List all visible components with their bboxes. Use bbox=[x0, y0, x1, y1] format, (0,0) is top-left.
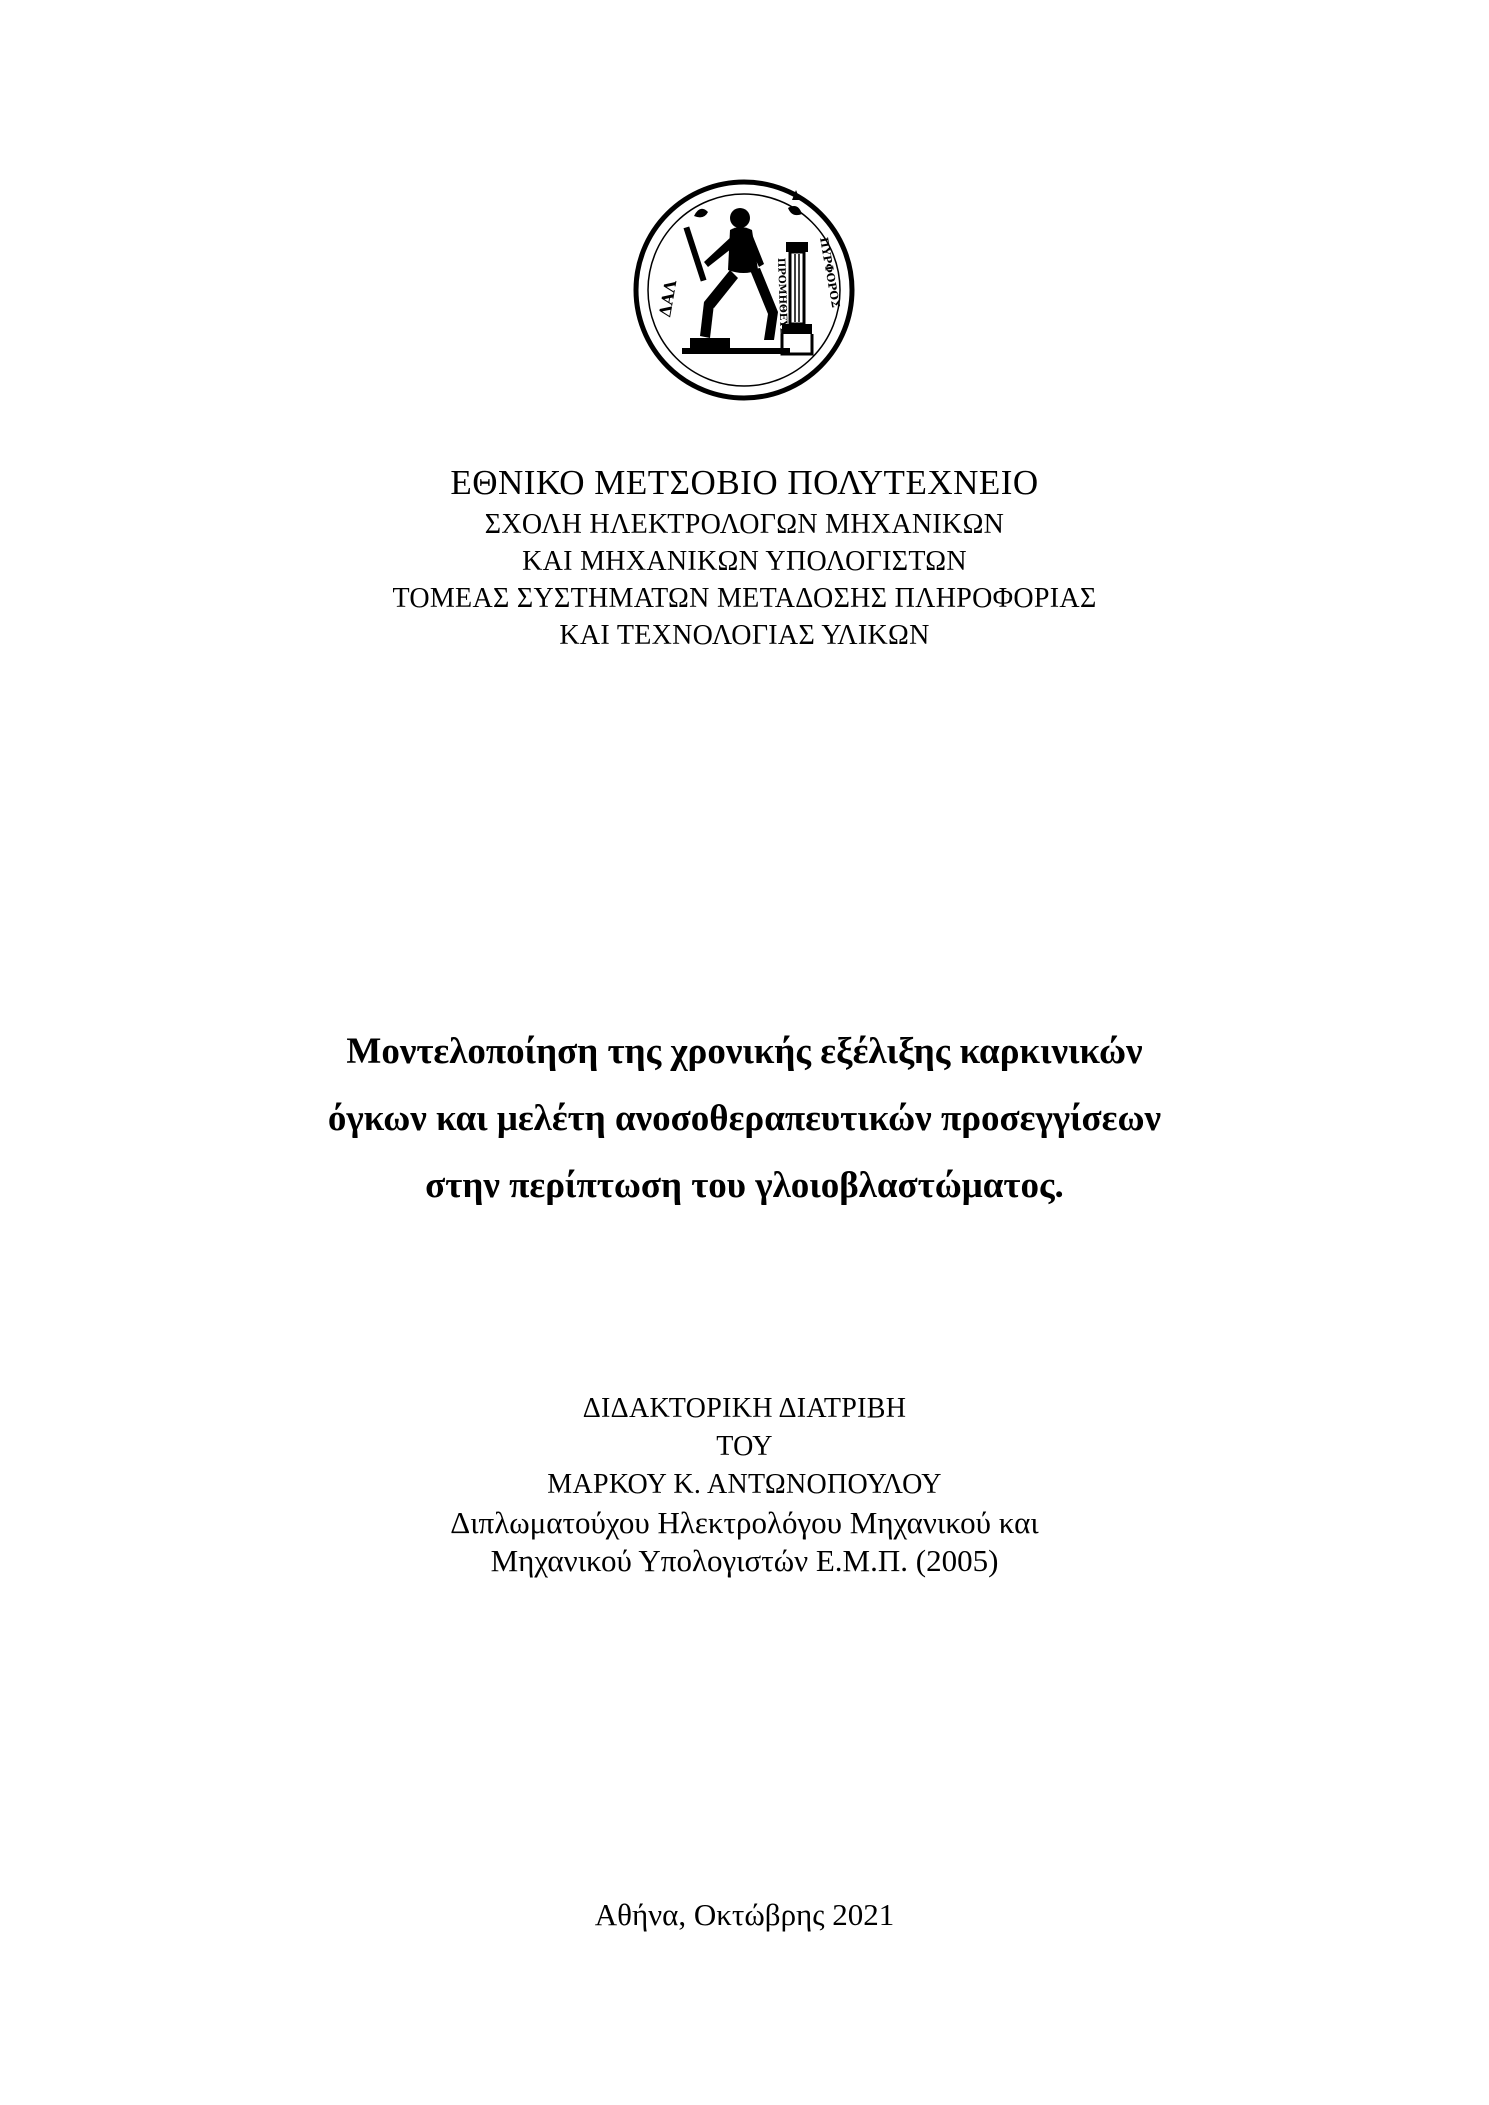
thesis-of: ΤΟΥ bbox=[716, 1431, 773, 1462]
author-name: ΜΑΡΚΟΥ Κ. ΑΝΤΩΝΟΠΟΥΛΟΥ bbox=[547, 1469, 942, 1500]
date-text: Αθήνα, Οκτώβρης 2021 bbox=[594, 1897, 895, 1932]
seal-lettering-right: ΠΥΡΦΟΡΟΣ bbox=[817, 236, 843, 309]
author-degree-line1: Διπλωματούχου Ηλεκτρολόγου Μηχανικού και bbox=[450, 1505, 1039, 1540]
title-line3: στην περίπτωση του γλοιοβλαστώματος. bbox=[425, 1165, 1064, 1206]
ntua-seal-icon bbox=[632, 178, 856, 402]
institution-header bbox=[0, 460, 1489, 654]
author-degree-line2: Μηχανικού Υπολογιστών Ε.Μ.Π. (2005) bbox=[490, 1543, 999, 1578]
division-name-line2: ΚΑΙ ΤΕΧΝΟΛΟΓΙΑΣ ΥΛΙΚΩΝ bbox=[559, 620, 930, 651]
school-name-line1: ΣΧΟΛΗ ΗΛΕΚΤΡΟΛΟΓΩΝ ΜΗΧΑΝΙΚΩΝ bbox=[484, 509, 1005, 540]
school-name-line2: ΚΑΙ ΜΗΧΑΝΙΚΩΝ ΥΠΟΛΟΓΙΣΤΩΝ bbox=[522, 546, 967, 577]
thesis-title bbox=[0, 1018, 1489, 1219]
seal-lettering-left: ΔΑΛ bbox=[655, 278, 681, 319]
division-name-line1: ΤΟΜΕΑΣ ΣΥΣΤΗΜΑΤΩΝ ΜΕΤΑΔΟΣΗΣ ΠΛΗΡΟΦΟΡΙΑΣ bbox=[392, 583, 1097, 614]
title-line2: όγκων και μελέτη ανοσοθεραπευτικών προσεγγίσεων bbox=[327, 1098, 1162, 1139]
title-line1: Μοντελοποίηση της χρονικής εξέλιξης καρκινικών bbox=[346, 1031, 1143, 1072]
place-date bbox=[0, 1896, 1489, 1934]
author-block bbox=[0, 1390, 1489, 1580]
thesis-type: ΔΙΔΑΚΤΟΡΙΚΗ ΔΙΑΤΡΙΒΗ bbox=[582, 1393, 907, 1424]
university-name: ΕΘΝΙΚΟ ΜΕΤΣΟΒΙΟ ΠΟΛΥΤΕΧΝΕΙΟ bbox=[450, 463, 1039, 502]
svg-text:ΠΡΟΜΗΘΕΥΣ: ΠΡΟΜΗΘΕΥΣ bbox=[775, 257, 789, 335]
